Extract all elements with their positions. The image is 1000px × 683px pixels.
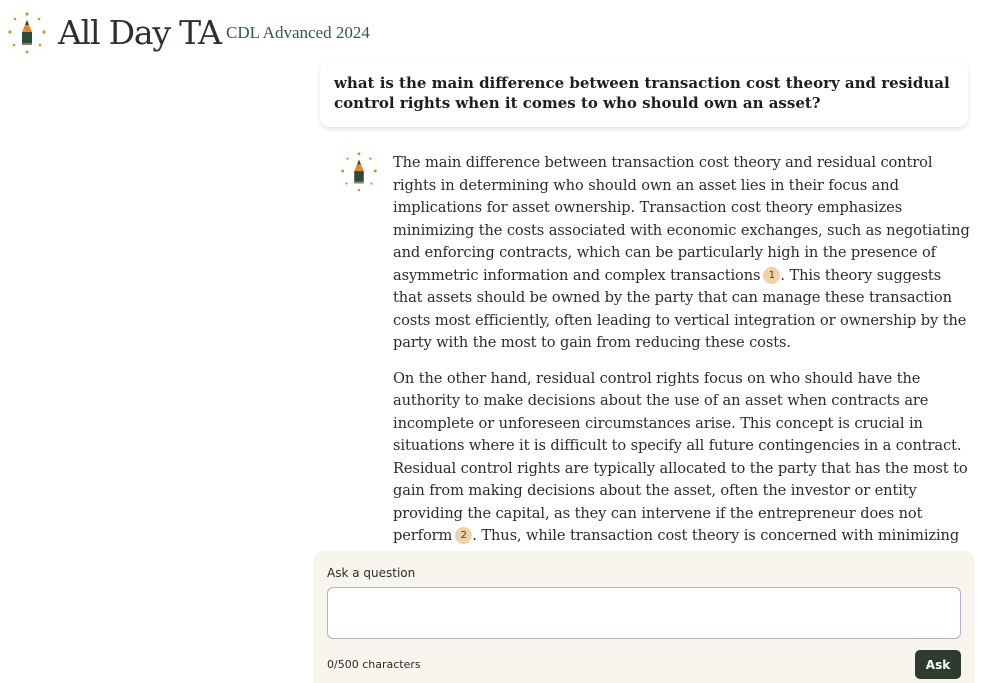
ask-button[interactable]: Ask xyxy=(915,650,961,679)
user-question-bubble xyxy=(320,61,968,127)
app-header xyxy=(0,0,1000,66)
pencil-sparkle-icon xyxy=(338,150,380,194)
answer-paragraph xyxy=(393,368,973,571)
answer-paragraph xyxy=(393,152,973,355)
answer-text: The main difference between transaction cost theory and residual control rights in determining who should own an asset lies in their focus and implications for asset ownership. Transaction cost theory emphasizes minimizing the costs associated with economic exchanges, such as negotiating and enforcing contracts, which can be particularly high in the presence of asymmetric information and complex transactions xyxy=(393,154,970,284)
answer-text: . This theory suggests that assets should be owned by the party that can manage these transaction costs most efficiently, often leading to vertical integration or ownership by the party with the most to gain from reducing these costs. xyxy=(393,266,967,351)
pencil-sparkle-icon[interactable] xyxy=(6,10,48,56)
citation-badge[interactable]: 2 xyxy=(455,527,472,544)
ask-question-panel xyxy=(313,551,975,683)
citation-badge[interactable]: 1 xyxy=(763,267,780,284)
question-input[interactable] xyxy=(327,587,961,639)
app-title[interactable]: All Day TA xyxy=(58,13,221,52)
user-question-text: what is the main difference between transaction cost theory and residual control rights when it comes to who should own an asset? xyxy=(334,74,950,112)
course-name: CDL Advanced 2024 xyxy=(226,23,370,42)
answer-text: . Thus, while transaction cost theory is concerned with minimizing xyxy=(472,527,960,544)
character-count: 0/500 characters xyxy=(327,658,421,671)
answer-text: On the other hand, residual control rights focus on who should have the authority to make decisions about the use of an asset when contracts are incomplete or unforeseen circumstances arise. This concept is crucial in situations where it is difficult to specify all future contingencies in a contract. Residual control rights are typically allocated to the party that has the most to gain from making decisions about the asset, often the investor or entity providing the capital, as they can intervene if the entrepreneur does not perform xyxy=(393,369,968,544)
ask-label: Ask a question xyxy=(327,566,416,580)
assistant-answer xyxy=(393,152,973,548)
